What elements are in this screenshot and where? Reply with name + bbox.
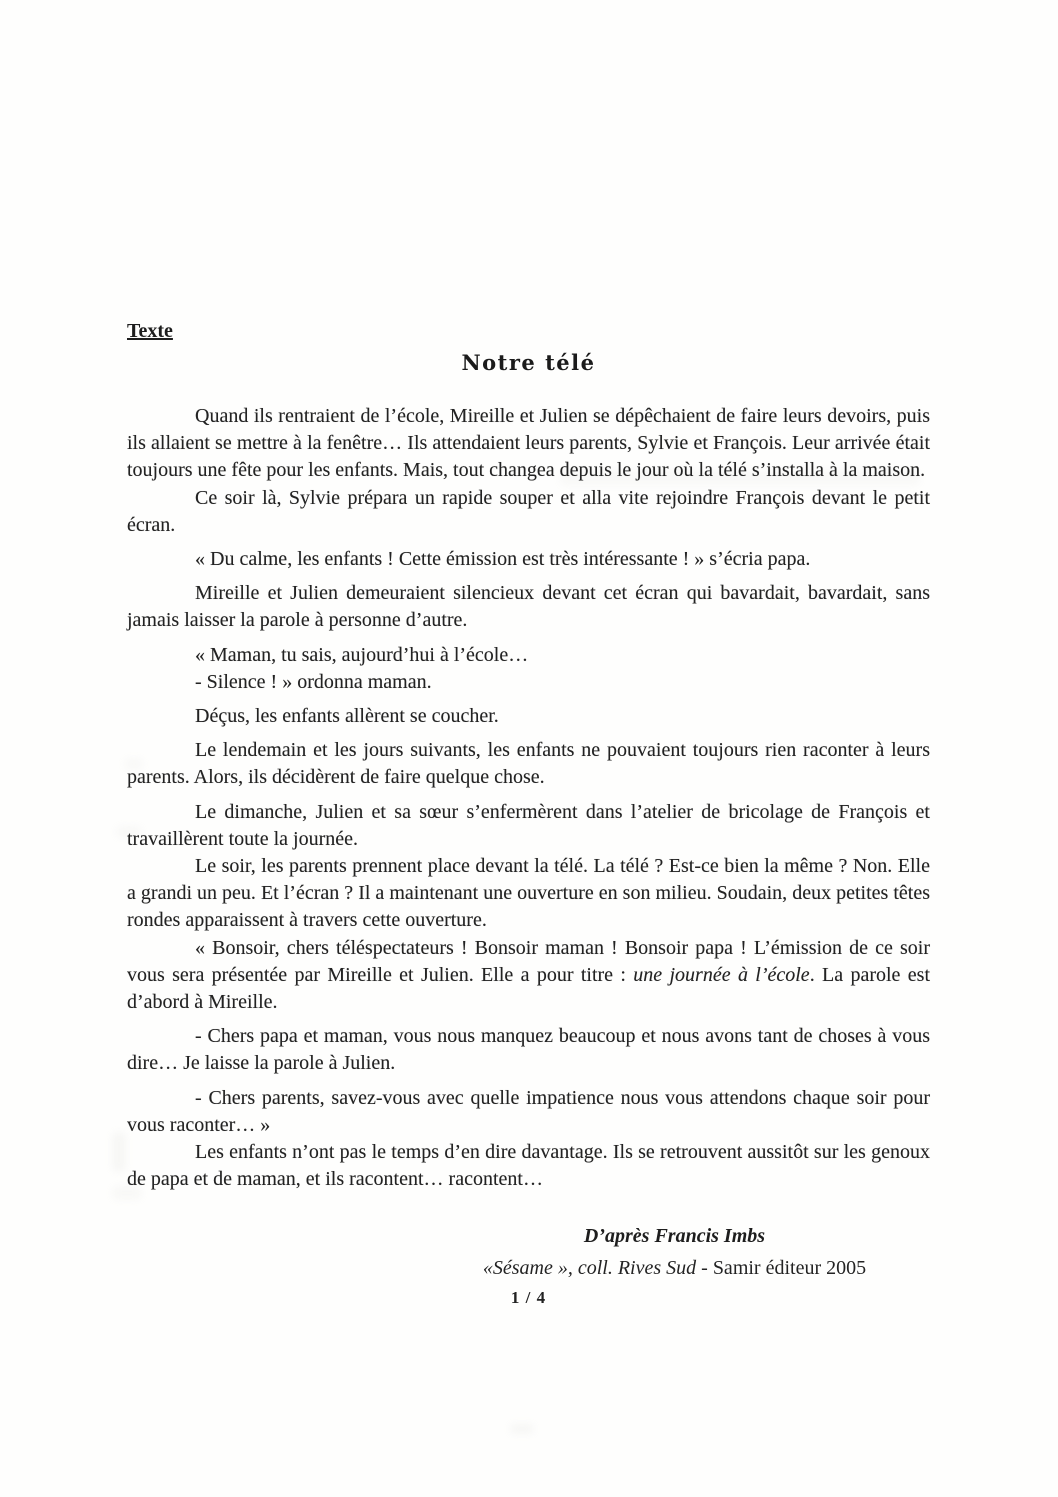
source-title-text: «Sésame », coll. Rives Sud - — [482, 1257, 708, 1280]
text-run: Le soir, les parents prennent place devant la télé. La télé ? Est-ce bien la même ? Non. Elle a grandi un peu. Et l’écran ? Il a maintenant une ouverture en son milieu. Soudain, deux petites têtes rondes apparaissent à travers cette ouverture. — [127, 855, 930, 932]
author-line: D’après Francis Imbs — [583, 1225, 766, 1248]
text-run: Mireille et Julien demeuraient silencieux devant cet écran qui bavardait, bavardait, sans jamais laisser la parole à personne d’autre. — [127, 582, 930, 632]
paragraph — [127, 580, 930, 634]
text-run: - Silence ! » ordonna maman. — [195, 670, 432, 693]
paragraph — [127, 1023, 930, 1077]
text-run: Les enfants n’ont pas le temps d’en dire davantage. Ils se retrouvent aussitôt sur les genoux de papa et de maman, et ils racontent… racontent… — [127, 1141, 930, 1191]
text-run: « Bonsoir, chers téléspectateurs ! Bonsoir maman ! Bonsoir papa ! L’émission de ce soir vous sera présentée par Mireille et Julien. Elle a pour titre : — [127, 936, 930, 986]
attribution — [419, 1223, 930, 1282]
text-run: Le lendemain et les jours suivants, les enfants ne pouvaient toujours rien raconter à leurs parents. Alors, ils décidèrent de faire quelque chose. — [127, 739, 930, 789]
scan-artifact — [510, 1424, 534, 1434]
paragraph — [127, 737, 930, 791]
paragraph — [127, 853, 930, 935]
text-run: « Maman, tu sais, aujourd’hui à l’école… — [195, 643, 529, 666]
paragraph — [127, 703, 930, 730]
text-run: « Du calme, les enfants ! Cette émission est très intéressante ! » s’écria papa. — [195, 548, 811, 571]
text-body — [127, 403, 930, 1193]
paragraph — [127, 669, 930, 696]
paragraph — [127, 935, 930, 1017]
text-run: Ce soir là, Sylvie prépara un rapide souper et alla vite rejoindre François devant le petit écran. — [127, 486, 930, 536]
paragraph — [127, 799, 930, 853]
scan-artifact — [112, 1132, 126, 1172]
text-run: Quand ils rentraient de l’école, Mireille et Julien se dépêchaient de faire leurs devoirs, puis ils allaient se mettre à la fenêtre… Ils attendaient leurs parents, Sylvie et François. Leur arrivée était toujours une fête pour les enfants. Mais, tout changea depuis le jour où la télé s’installa à la maison. — [127, 405, 930, 482]
paragraph — [127, 546, 930, 573]
paragraph — [127, 1085, 930, 1139]
paragraph — [127, 403, 930, 485]
source-publisher-text: Samir éditeur 2005 — [707, 1257, 867, 1280]
source-line — [419, 1255, 930, 1282]
text-run: Déçus, les enfants allèrent se coucher. — [195, 705, 499, 728]
text-run: - Chers papa et maman, vous nous manquez beaucoup et nous avons tant de choses à vous dire… Je laisse la parole à Julien. — [127, 1025, 930, 1075]
paragraph — [127, 642, 930, 669]
paragraph — [127, 1139, 930, 1193]
section-label: Texte — [127, 320, 173, 342]
text-run: - Chers parents, savez-vous avec quelle impatience nous vous attendons chaque soir pour vous raconter… » — [127, 1086, 930, 1136]
page-number: 1 / 4 — [510, 1288, 547, 1308]
page-title: Notre télé — [461, 350, 596, 375]
text-run: . La parole est d’abord à Mireille. — [127, 963, 930, 1014]
italic-text-run: une journée à l’école — [633, 963, 810, 986]
text-content — [127, 318, 930, 1308]
text-run: Le dimanche, Julien et sa sœur s’enfermèrent dans l’atelier de bricolage de François et travaillèrent toute la journée. — [127, 800, 930, 850]
paragraph — [127, 485, 930, 539]
